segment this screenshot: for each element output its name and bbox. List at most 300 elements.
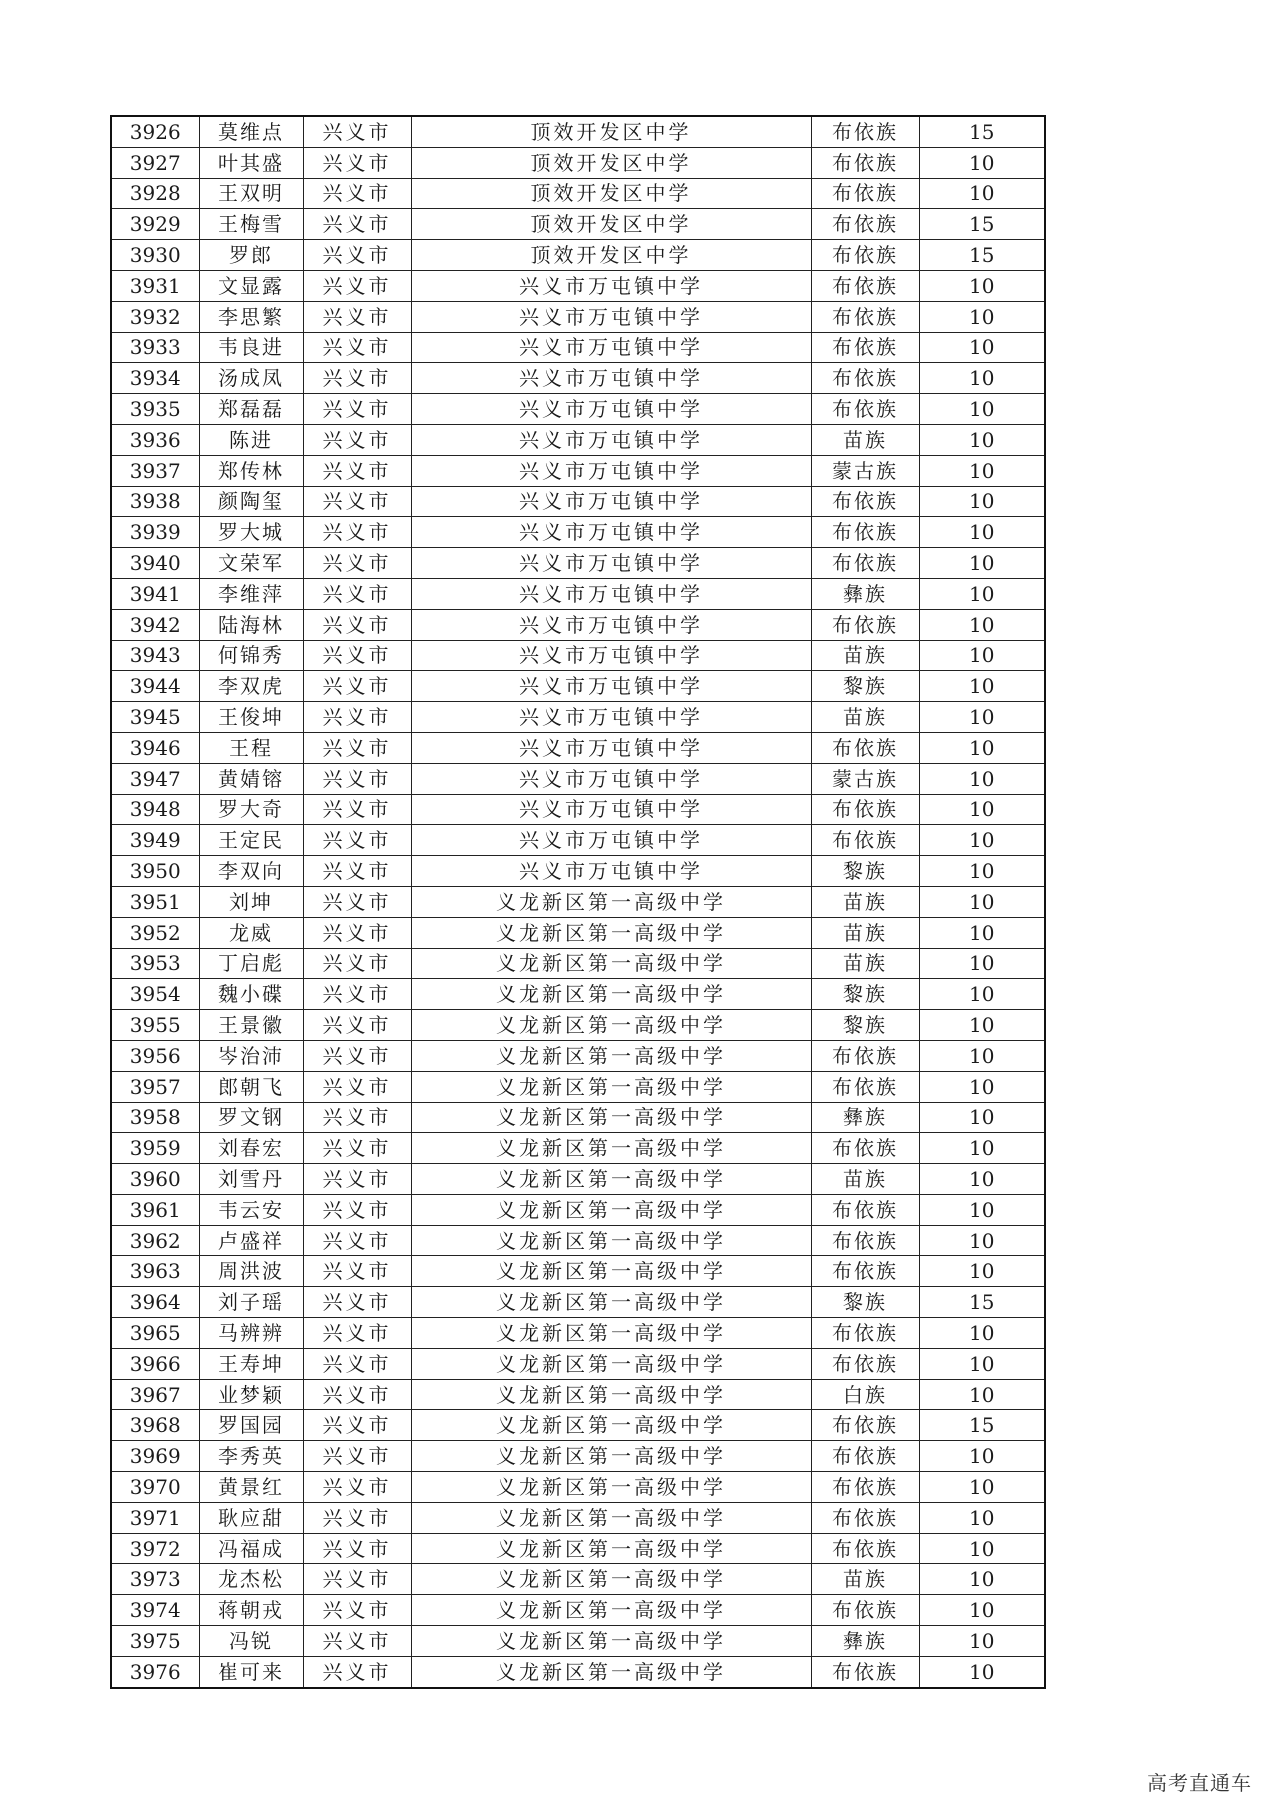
ethnicity-cell: 布依族 bbox=[811, 548, 919, 579]
table-row bbox=[111, 424, 1045, 455]
city-cell: 兴义市 bbox=[303, 979, 411, 1010]
ethnicity-cell: 布依族 bbox=[811, 732, 919, 763]
school-cell: 义龙新区第一高级中学 bbox=[411, 886, 811, 917]
student-name-cell: 龙威 bbox=[199, 917, 303, 948]
school-cell: 义龙新区第一高级中学 bbox=[411, 1194, 811, 1225]
row-number-cell: 3953 bbox=[111, 948, 199, 979]
student-name-cell: 韦云安 bbox=[199, 1194, 303, 1225]
row-number-cell: 3937 bbox=[111, 455, 199, 486]
bonus-points-cell: 10 bbox=[919, 332, 1045, 363]
city-cell: 兴义市 bbox=[303, 1071, 411, 1102]
city-cell: 兴义市 bbox=[303, 825, 411, 856]
row-number-cell: 3970 bbox=[111, 1472, 199, 1503]
table-row bbox=[111, 1626, 1045, 1657]
student-name-cell: 崔可来 bbox=[199, 1656, 303, 1687]
table-row bbox=[111, 332, 1045, 363]
ethnicity-cell: 布依族 bbox=[811, 1410, 919, 1441]
row-number-cell: 3928 bbox=[111, 178, 199, 209]
student-name-cell: 罗郎 bbox=[199, 240, 303, 271]
ethnicity-cell: 苗族 bbox=[811, 424, 919, 455]
ethnicity-cell: 布依族 bbox=[811, 1595, 919, 1626]
row-number-cell: 3965 bbox=[111, 1318, 199, 1349]
student-name-cell: 郑传林 bbox=[199, 455, 303, 486]
school-cell: 兴义市万屯镇中学 bbox=[411, 548, 811, 579]
ethnicity-cell: 苗族 bbox=[811, 1164, 919, 1195]
city-cell: 兴义市 bbox=[303, 548, 411, 579]
student-name-cell: 王梅雪 bbox=[199, 209, 303, 240]
student-name-cell: 刘子瑶 bbox=[199, 1287, 303, 1318]
school-cell: 兴义市万屯镇中学 bbox=[411, 763, 811, 794]
bonus-points-cell: 15 bbox=[919, 1410, 1045, 1441]
table-row bbox=[111, 856, 1045, 887]
row-number-cell: 3960 bbox=[111, 1164, 199, 1195]
row-number-cell: 3936 bbox=[111, 424, 199, 455]
student-name-cell: 汤成凤 bbox=[199, 363, 303, 394]
city-cell: 兴义市 bbox=[303, 1564, 411, 1595]
school-cell: 兴义市万屯镇中学 bbox=[411, 578, 811, 609]
school-cell: 义龙新区第一高级中学 bbox=[411, 948, 811, 979]
school-cell: 兴义市万屯镇中学 bbox=[411, 394, 811, 425]
city-cell: 兴义市 bbox=[303, 1595, 411, 1626]
ethnicity-cell: 布依族 bbox=[811, 486, 919, 517]
bonus-points-cell: 15 bbox=[919, 240, 1045, 271]
student-name-cell: 罗大奇 bbox=[199, 794, 303, 825]
school-cell: 兴义市万屯镇中学 bbox=[411, 332, 811, 363]
city-cell: 兴义市 bbox=[303, 1194, 411, 1225]
school-cell: 义龙新区第一高级中学 bbox=[411, 1287, 811, 1318]
school-cell: 义龙新区第一高级中学 bbox=[411, 1533, 811, 1564]
row-number-cell: 3961 bbox=[111, 1194, 199, 1225]
city-cell: 兴义市 bbox=[303, 948, 411, 979]
ethnicity-cell: 布依族 bbox=[811, 116, 919, 147]
bonus-points-cell: 10 bbox=[919, 1595, 1045, 1626]
school-cell: 顶效开发区中学 bbox=[411, 116, 811, 147]
student-name-cell: 马辨辨 bbox=[199, 1318, 303, 1349]
row-number-cell: 3932 bbox=[111, 301, 199, 332]
bonus-points-cell: 10 bbox=[919, 363, 1045, 394]
school-cell: 兴义市万屯镇中学 bbox=[411, 424, 811, 455]
school-cell: 义龙新区第一高级中学 bbox=[411, 1441, 811, 1472]
row-number-cell: 3948 bbox=[111, 794, 199, 825]
bonus-points-cell: 10 bbox=[919, 424, 1045, 455]
bonus-points-cell: 10 bbox=[919, 609, 1045, 640]
school-cell: 兴义市万屯镇中学 bbox=[411, 609, 811, 640]
city-cell: 兴义市 bbox=[303, 486, 411, 517]
bonus-points-cell: 10 bbox=[919, 394, 1045, 425]
row-number-cell: 3941 bbox=[111, 578, 199, 609]
student-name-cell: 刘坤 bbox=[199, 886, 303, 917]
city-cell: 兴义市 bbox=[303, 917, 411, 948]
city-cell: 兴义市 bbox=[303, 1379, 411, 1410]
bonus-points-cell: 10 bbox=[919, 671, 1045, 702]
row-number-cell: 3947 bbox=[111, 763, 199, 794]
student-name-cell: 王俊坤 bbox=[199, 702, 303, 733]
school-cell: 兴义市万屯镇中学 bbox=[411, 671, 811, 702]
row-number-cell: 3976 bbox=[111, 1656, 199, 1687]
bonus-points-cell: 10 bbox=[919, 1564, 1045, 1595]
table-row bbox=[111, 1102, 1045, 1133]
table-row bbox=[111, 1318, 1045, 1349]
city-cell: 兴义市 bbox=[303, 640, 411, 671]
table-row bbox=[111, 1410, 1045, 1441]
bonus-points-cell: 10 bbox=[919, 1102, 1045, 1133]
ethnicity-cell: 黎族 bbox=[811, 979, 919, 1010]
row-number-cell: 3955 bbox=[111, 1010, 199, 1041]
table-row bbox=[111, 1287, 1045, 1318]
ethnicity-cell: 苗族 bbox=[811, 917, 919, 948]
bonus-points-cell: 10 bbox=[919, 1318, 1045, 1349]
ethnicity-cell: 布依族 bbox=[811, 1194, 919, 1225]
bonus-points-cell: 10 bbox=[919, 1379, 1045, 1410]
student-name-cell: 文荣军 bbox=[199, 548, 303, 579]
student-name-cell: 王寿坤 bbox=[199, 1348, 303, 1379]
school-cell: 兴义市万屯镇中学 bbox=[411, 363, 811, 394]
city-cell: 兴义市 bbox=[303, 1441, 411, 1472]
city-cell: 兴义市 bbox=[303, 363, 411, 394]
ethnicity-cell: 彝族 bbox=[811, 1626, 919, 1657]
school-cell: 顶效开发区中学 bbox=[411, 147, 811, 178]
city-cell: 兴义市 bbox=[303, 1010, 411, 1041]
city-cell: 兴义市 bbox=[303, 455, 411, 486]
ethnicity-cell: 布依族 bbox=[811, 363, 919, 394]
table-row bbox=[111, 486, 1045, 517]
bonus-points-cell: 10 bbox=[919, 1256, 1045, 1287]
city-cell: 兴义市 bbox=[303, 763, 411, 794]
ethnicity-cell: 布依族 bbox=[811, 1472, 919, 1503]
row-number-cell: 3963 bbox=[111, 1256, 199, 1287]
bonus-points-cell: 10 bbox=[919, 486, 1045, 517]
school-cell: 兴义市万屯镇中学 bbox=[411, 270, 811, 301]
row-number-cell: 3944 bbox=[111, 671, 199, 702]
table-row bbox=[111, 147, 1045, 178]
city-cell: 兴义市 bbox=[303, 1502, 411, 1533]
ethnicity-cell: 布依族 bbox=[811, 1256, 919, 1287]
ethnicity-cell: 黎族 bbox=[811, 856, 919, 887]
city-cell: 兴义市 bbox=[303, 609, 411, 640]
school-cell: 义龙新区第一高级中学 bbox=[411, 1379, 811, 1410]
bonus-points-cell: 10 bbox=[919, 886, 1045, 917]
table-row bbox=[111, 394, 1045, 425]
bonus-points-cell: 10 bbox=[919, 1533, 1045, 1564]
school-cell: 兴义市万屯镇中学 bbox=[411, 702, 811, 733]
school-cell: 顶效开发区中学 bbox=[411, 209, 811, 240]
bonus-points-cell: 10 bbox=[919, 1348, 1045, 1379]
bonus-points-cell: 10 bbox=[919, 1626, 1045, 1657]
school-cell: 兴义市万屯镇中学 bbox=[411, 517, 811, 548]
ethnicity-cell: 布依族 bbox=[811, 394, 919, 425]
school-cell: 义龙新区第一高级中学 bbox=[411, 1595, 811, 1626]
school-cell: 顶效开发区中学 bbox=[411, 240, 811, 271]
student-name-cell: 魏小碟 bbox=[199, 979, 303, 1010]
city-cell: 兴义市 bbox=[303, 178, 411, 209]
city-cell: 兴义市 bbox=[303, 1348, 411, 1379]
row-number-cell: 3935 bbox=[111, 394, 199, 425]
table-row bbox=[111, 948, 1045, 979]
student-name-cell: 郑磊磊 bbox=[199, 394, 303, 425]
city-cell: 兴义市 bbox=[303, 517, 411, 548]
roster-table bbox=[110, 115, 1046, 1689]
student-name-cell: 郎朝飞 bbox=[199, 1071, 303, 1102]
bonus-points-cell: 10 bbox=[919, 1133, 1045, 1164]
city-cell: 兴义市 bbox=[303, 301, 411, 332]
city-cell: 兴义市 bbox=[303, 1225, 411, 1256]
row-number-cell: 3943 bbox=[111, 640, 199, 671]
row-number-cell: 3931 bbox=[111, 270, 199, 301]
watermark-text: 高考直通车 bbox=[1147, 1771, 1252, 1795]
table-row bbox=[111, 270, 1045, 301]
school-cell: 义龙新区第一高级中学 bbox=[411, 1133, 811, 1164]
student-name-cell: 王景徽 bbox=[199, 1010, 303, 1041]
row-number-cell: 3959 bbox=[111, 1133, 199, 1164]
roster-table-body bbox=[111, 116, 1045, 1688]
table-row bbox=[111, 794, 1045, 825]
student-name-cell: 罗文钢 bbox=[199, 1102, 303, 1133]
ethnicity-cell: 布依族 bbox=[811, 1133, 919, 1164]
row-number-cell: 3968 bbox=[111, 1410, 199, 1441]
bonus-points-cell: 10 bbox=[919, 1441, 1045, 1472]
ethnicity-cell: 彝族 bbox=[811, 1102, 919, 1133]
ethnicity-cell: 布依族 bbox=[811, 1533, 919, 1564]
row-number-cell: 3975 bbox=[111, 1626, 199, 1657]
row-number-cell: 3958 bbox=[111, 1102, 199, 1133]
row-number-cell: 3938 bbox=[111, 486, 199, 517]
student-name-cell: 何锦秀 bbox=[199, 640, 303, 671]
student-name-cell: 卢盛祥 bbox=[199, 1225, 303, 1256]
city-cell: 兴义市 bbox=[303, 116, 411, 147]
student-name-cell: 耿应甜 bbox=[199, 1502, 303, 1533]
student-name-cell: 陈进 bbox=[199, 424, 303, 455]
school-cell: 义龙新区第一高级中学 bbox=[411, 1256, 811, 1287]
city-cell: 兴义市 bbox=[303, 671, 411, 702]
ethnicity-cell: 布依族 bbox=[811, 609, 919, 640]
city-cell: 兴义市 bbox=[303, 209, 411, 240]
city-cell: 兴义市 bbox=[303, 147, 411, 178]
table-row bbox=[111, 702, 1045, 733]
table-row bbox=[111, 1256, 1045, 1287]
ethnicity-cell: 苗族 bbox=[811, 1564, 919, 1595]
row-number-cell: 3939 bbox=[111, 517, 199, 548]
city-cell: 兴义市 bbox=[303, 424, 411, 455]
school-cell: 义龙新区第一高级中学 bbox=[411, 1010, 811, 1041]
city-cell: 兴义市 bbox=[303, 394, 411, 425]
city-cell: 兴义市 bbox=[303, 702, 411, 733]
city-cell: 兴义市 bbox=[303, 1164, 411, 1195]
ethnicity-cell: 布依族 bbox=[811, 240, 919, 271]
ethnicity-cell: 布依族 bbox=[811, 1348, 919, 1379]
ethnicity-cell: 布依族 bbox=[811, 1040, 919, 1071]
school-cell: 兴义市万屯镇中学 bbox=[411, 486, 811, 517]
student-name-cell: 罗国园 bbox=[199, 1410, 303, 1441]
table-row bbox=[111, 209, 1045, 240]
school-cell: 兴义市万屯镇中学 bbox=[411, 640, 811, 671]
bonus-points-cell: 10 bbox=[919, 1194, 1045, 1225]
row-number-cell: 3929 bbox=[111, 209, 199, 240]
table-row bbox=[111, 917, 1045, 948]
table-row bbox=[111, 240, 1045, 271]
table-row bbox=[111, 825, 1045, 856]
table-row bbox=[111, 732, 1045, 763]
city-cell: 兴义市 bbox=[303, 578, 411, 609]
school-cell: 义龙新区第一高级中学 bbox=[411, 1225, 811, 1256]
bonus-points-cell: 15 bbox=[919, 1287, 1045, 1318]
table-row bbox=[111, 178, 1045, 209]
row-number-cell: 3971 bbox=[111, 1502, 199, 1533]
bonus-points-cell: 10 bbox=[919, 548, 1045, 579]
ethnicity-cell: 苗族 bbox=[811, 886, 919, 917]
row-number-cell: 3942 bbox=[111, 609, 199, 640]
student-name-cell: 李维萍 bbox=[199, 578, 303, 609]
table-row bbox=[111, 548, 1045, 579]
row-number-cell: 3957 bbox=[111, 1071, 199, 1102]
table-row bbox=[111, 609, 1045, 640]
city-cell: 兴义市 bbox=[303, 732, 411, 763]
table-row bbox=[111, 1225, 1045, 1256]
ethnicity-cell: 布依族 bbox=[811, 1071, 919, 1102]
table-row bbox=[111, 671, 1045, 702]
bonus-points-cell: 10 bbox=[919, 1502, 1045, 1533]
student-name-cell: 王程 bbox=[199, 732, 303, 763]
school-cell: 义龙新区第一高级中学 bbox=[411, 1656, 811, 1687]
row-number-cell: 3930 bbox=[111, 240, 199, 271]
ethnicity-cell: 布依族 bbox=[811, 270, 919, 301]
bonus-points-cell: 10 bbox=[919, 948, 1045, 979]
row-number-cell: 3950 bbox=[111, 856, 199, 887]
city-cell: 兴义市 bbox=[303, 1318, 411, 1349]
ethnicity-cell: 白族 bbox=[811, 1379, 919, 1410]
bonus-points-cell: 10 bbox=[919, 1225, 1045, 1256]
table-row bbox=[111, 979, 1045, 1010]
bonus-points-cell: 10 bbox=[919, 147, 1045, 178]
bonus-points-cell: 10 bbox=[919, 1040, 1045, 1071]
student-name-cell: 李思繁 bbox=[199, 301, 303, 332]
row-number-cell: 3940 bbox=[111, 548, 199, 579]
city-cell: 兴义市 bbox=[303, 1533, 411, 1564]
row-number-cell: 3954 bbox=[111, 979, 199, 1010]
bonus-points-cell: 10 bbox=[919, 1071, 1045, 1102]
ethnicity-cell: 布依族 bbox=[811, 301, 919, 332]
student-name-cell: 刘雪丹 bbox=[199, 1164, 303, 1195]
table-row bbox=[111, 578, 1045, 609]
student-name-cell: 业梦颖 bbox=[199, 1379, 303, 1410]
student-name-cell: 罗大城 bbox=[199, 517, 303, 548]
city-cell: 兴义市 bbox=[303, 1256, 411, 1287]
student-name-cell: 龙杰松 bbox=[199, 1564, 303, 1595]
school-cell: 义龙新区第一高级中学 bbox=[411, 1564, 811, 1595]
school-cell: 兴义市万屯镇中学 bbox=[411, 301, 811, 332]
bonus-points-cell: 10 bbox=[919, 301, 1045, 332]
ethnicity-cell: 布依族 bbox=[811, 1656, 919, 1687]
table-row bbox=[111, 1194, 1045, 1225]
row-number-cell: 3946 bbox=[111, 732, 199, 763]
student-name-cell: 颜陶玺 bbox=[199, 486, 303, 517]
school-cell: 义龙新区第一高级中学 bbox=[411, 917, 811, 948]
bonus-points-cell: 10 bbox=[919, 979, 1045, 1010]
ethnicity-cell: 彝族 bbox=[811, 578, 919, 609]
table-row bbox=[111, 1564, 1045, 1595]
table-row bbox=[111, 763, 1045, 794]
student-name-cell: 李双向 bbox=[199, 856, 303, 887]
student-name-cell: 陆海林 bbox=[199, 609, 303, 640]
ethnicity-cell: 蒙古族 bbox=[811, 455, 919, 486]
ethnicity-cell: 布依族 bbox=[811, 1318, 919, 1349]
table-row bbox=[111, 301, 1045, 332]
school-cell: 义龙新区第一高级中学 bbox=[411, 1071, 811, 1102]
table-row bbox=[111, 1010, 1045, 1041]
bonus-points-cell: 10 bbox=[919, 794, 1045, 825]
ethnicity-cell: 布依族 bbox=[811, 147, 919, 178]
table-row bbox=[111, 1595, 1045, 1626]
table-row bbox=[111, 1133, 1045, 1164]
table-row bbox=[111, 640, 1045, 671]
bonus-points-cell: 15 bbox=[919, 116, 1045, 147]
ethnicity-cell: 布依族 bbox=[811, 209, 919, 240]
school-cell: 义龙新区第一高级中学 bbox=[411, 979, 811, 1010]
school-cell: 义龙新区第一高级中学 bbox=[411, 1472, 811, 1503]
bonus-points-cell: 10 bbox=[919, 825, 1045, 856]
ethnicity-cell: 布依族 bbox=[811, 1225, 919, 1256]
row-number-cell: 3974 bbox=[111, 1595, 199, 1626]
city-cell: 兴义市 bbox=[303, 1656, 411, 1687]
student-name-cell: 莫维点 bbox=[199, 116, 303, 147]
city-cell: 兴义市 bbox=[303, 1287, 411, 1318]
school-cell: 义龙新区第一高级中学 bbox=[411, 1348, 811, 1379]
city-cell: 兴义市 bbox=[303, 1626, 411, 1657]
ethnicity-cell: 蒙古族 bbox=[811, 763, 919, 794]
bonus-points-cell: 10 bbox=[919, 1010, 1045, 1041]
city-cell: 兴义市 bbox=[303, 240, 411, 271]
school-cell: 兴义市万屯镇中学 bbox=[411, 794, 811, 825]
school-cell: 义龙新区第一高级中学 bbox=[411, 1410, 811, 1441]
student-name-cell: 李秀英 bbox=[199, 1441, 303, 1472]
bonus-points-cell: 10 bbox=[919, 732, 1045, 763]
school-cell: 义龙新区第一高级中学 bbox=[411, 1626, 811, 1657]
school-cell: 义龙新区第一高级中学 bbox=[411, 1040, 811, 1071]
bonus-points-cell: 10 bbox=[919, 517, 1045, 548]
row-number-cell: 3934 bbox=[111, 363, 199, 394]
ethnicity-cell: 黎族 bbox=[811, 1010, 919, 1041]
ethnicity-cell: 布依族 bbox=[811, 1502, 919, 1533]
ethnicity-cell: 布依族 bbox=[811, 825, 919, 856]
student-name-cell: 王定民 bbox=[199, 825, 303, 856]
city-cell: 兴义市 bbox=[303, 1410, 411, 1441]
row-number-cell: 3949 bbox=[111, 825, 199, 856]
ethnicity-cell: 布依族 bbox=[811, 332, 919, 363]
city-cell: 兴义市 bbox=[303, 794, 411, 825]
ethnicity-cell: 布依族 bbox=[811, 178, 919, 209]
ethnicity-cell: 苗族 bbox=[811, 702, 919, 733]
row-number-cell: 3951 bbox=[111, 886, 199, 917]
table-row bbox=[111, 1164, 1045, 1195]
student-name-cell: 岑治沛 bbox=[199, 1040, 303, 1071]
bonus-points-cell: 10 bbox=[919, 178, 1045, 209]
school-cell: 兴义市万屯镇中学 bbox=[411, 856, 811, 887]
bonus-points-cell: 10 bbox=[919, 1164, 1045, 1195]
bonus-points-cell: 10 bbox=[919, 455, 1045, 486]
row-number-cell: 3962 bbox=[111, 1225, 199, 1256]
school-cell: 兴义市万屯镇中学 bbox=[411, 455, 811, 486]
table-row bbox=[111, 1472, 1045, 1503]
bonus-points-cell: 10 bbox=[919, 856, 1045, 887]
row-number-cell: 3964 bbox=[111, 1287, 199, 1318]
student-name-cell: 刘春宏 bbox=[199, 1133, 303, 1164]
city-cell: 兴义市 bbox=[303, 1133, 411, 1164]
bonus-points-cell: 10 bbox=[919, 763, 1045, 794]
city-cell: 兴义市 bbox=[303, 856, 411, 887]
row-number-cell: 3945 bbox=[111, 702, 199, 733]
student-name-cell: 冯福成 bbox=[199, 1533, 303, 1564]
student-name-cell: 黄景红 bbox=[199, 1472, 303, 1503]
table-row bbox=[111, 116, 1045, 147]
